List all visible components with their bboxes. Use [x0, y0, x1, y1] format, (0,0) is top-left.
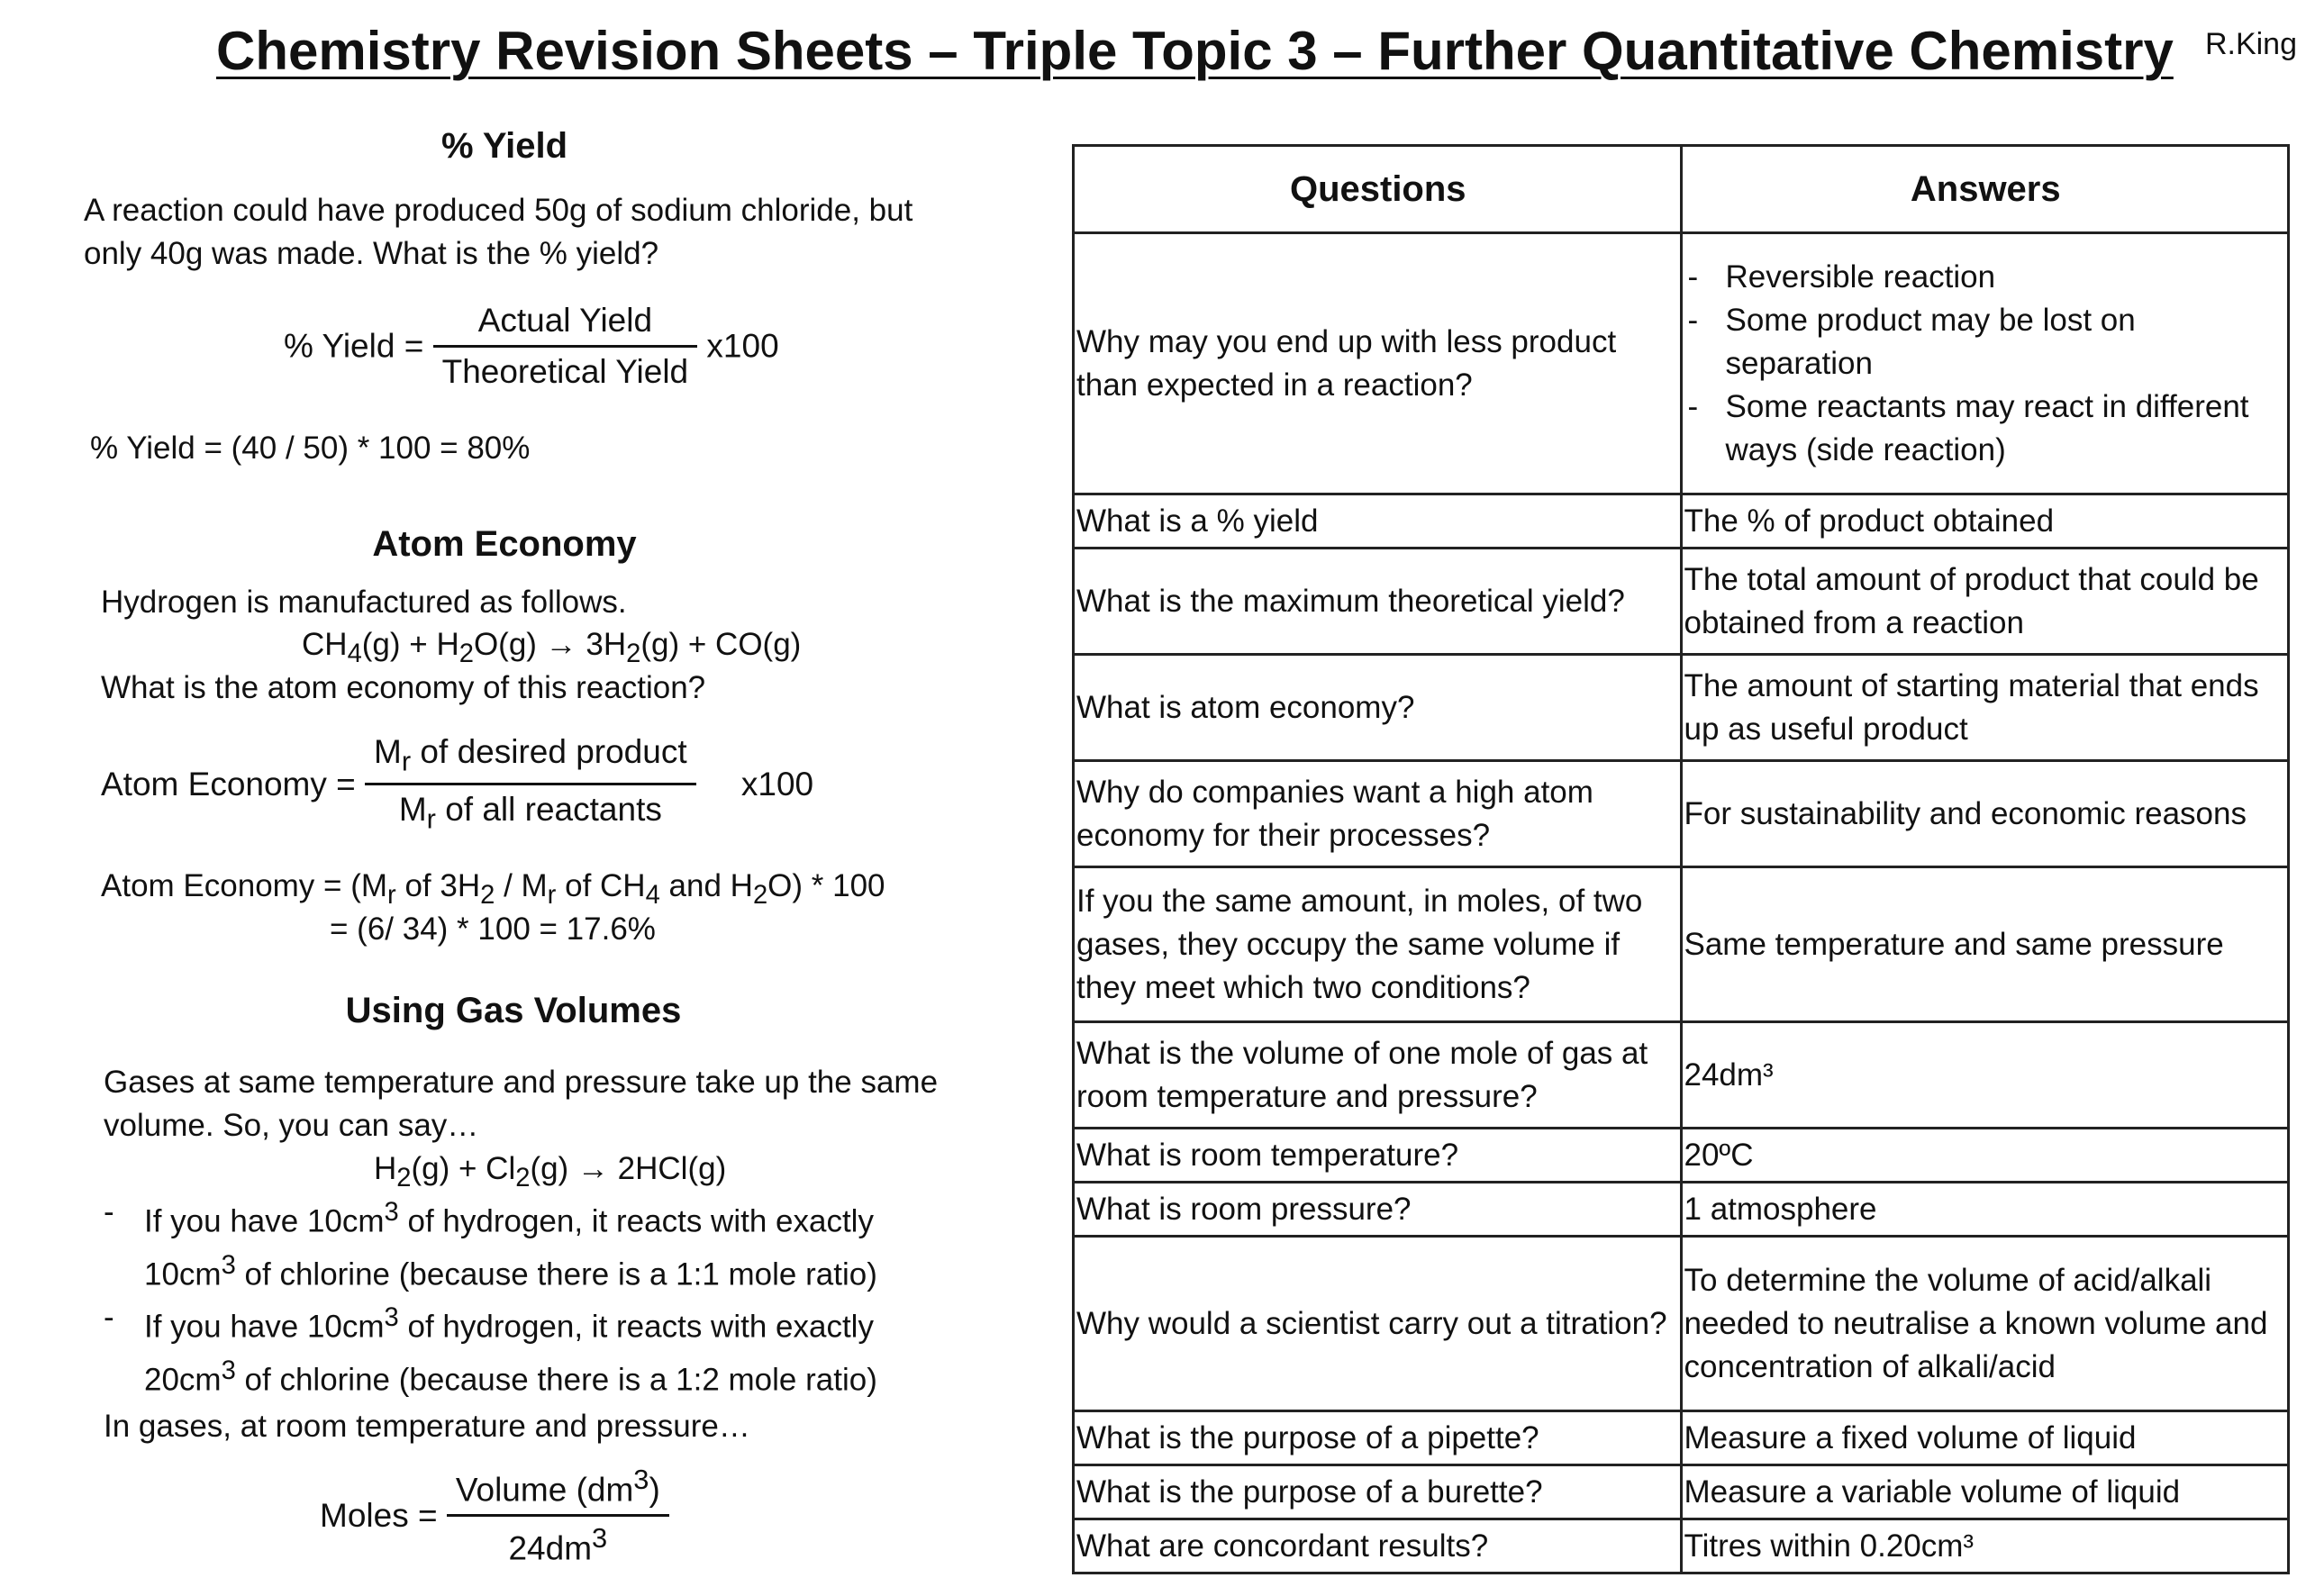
moles-numerator-text: Volume (dm	[455, 1471, 634, 1509]
gas-volumes-bullet-1-line-1: - If you have $10cm^3$ of hydrogen, it reacts with exactly	[144, 1198, 874, 1239]
answer-cell: The % of product obtained	[1681, 494, 2289, 549]
answer-list-item: - Some reactants may react in different ways (side reaction)	[1684, 385, 2288, 472]
gas-volumes-bullet	[104, 1296, 1058, 1401]
questions-answers-table	[1072, 144, 2290, 1574]
yield-question-line-1: A reaction could have produced 50g of sodium chloride, but	[84, 193, 913, 228]
gas-volumes-bullet	[104, 1191, 1058, 1296]
question-cell: What is the purpose of a burette?	[1074, 1465, 1682, 1519]
answer-cell	[1681, 233, 2289, 494]
atom-economy-numerator: $M_r$ of desired product	[365, 733, 696, 785]
moles-numerator: Volume $(dm^3)$	[447, 1464, 669, 1517]
atom-economy-fraction	[365, 733, 696, 836]
bullet-text: of chlorine (because there is a 1:2 mole ratio)	[235, 1362, 877, 1398]
bullet-text: of chlorine (because there is a 1:1 mole ratio)	[235, 1256, 877, 1292]
atom-economy-equation: $CH_4(g) + H_2O(g) \to 3H_2(g) + CO(g)$	[302, 627, 802, 668]
question-cell: Why may you end up with less product than expected in a reaction?	[1074, 233, 1682, 494]
gas-volumes-bullet-2-line-1: - If you have $10cm^3$ of hydrogen, it reacts with exactly	[144, 1303, 874, 1345]
answer-cell: To determine the volume of acid/alkali needed to neutralise a known volume and concentration of alkali/acid	[1681, 1237, 2289, 1411]
answer-cell: For sustainability and economic reasons	[1681, 761, 2289, 867]
moles-denominator-text: 24dm	[508, 1529, 593, 1567]
yield-denominator: Theoretical Yield	[441, 353, 689, 390]
table-row	[1074, 1519, 2289, 1573]
answer-cell: 1 atmosphere	[1681, 1183, 2289, 1237]
question-cell: What is a % yield	[1074, 494, 1682, 549]
yield-numerator: Actual Yield	[433, 302, 698, 348]
table-row	[1074, 1237, 2289, 1411]
atom-economy-denominator: $M_r$ of all reactants	[398, 791, 662, 835]
atom-economy-numerator-text: of desired product	[411, 733, 687, 770]
bullet-text: If you have 10cm	[144, 1309, 385, 1345]
gas-volumes-equation: $H_2(g) + Cl_2(g) \to 2HCl(g)$	[374, 1151, 727, 1192]
yield-heading: % Yield	[440, 126, 568, 166]
question-cell: Why do companies want a high atom economy for their processes?	[1074, 761, 1682, 867]
question-cell: What is the maximum theoretical yield?	[1074, 549, 1682, 655]
answer-cell: Measure a fixed volume of liquid	[1681, 1411, 2289, 1465]
column-header-answers: Answers	[1681, 146, 2289, 233]
answer-cell: 20ºC	[1681, 1129, 2289, 1183]
table-row	[1074, 655, 2289, 761]
atom-economy-denominator-text: of all reactants	[435, 791, 662, 829]
answer-cell: 24dm³	[1681, 1022, 2289, 1129]
yield-question	[84, 189, 1030, 276]
table-row	[1074, 761, 2289, 867]
bullet-text: 10cm	[144, 1256, 222, 1292]
column-header-questions: Questions	[1074, 146, 1682, 233]
answer-list-item: - Some product may be lost on separation	[1684, 299, 2288, 385]
question-cell: Why would a scientist carry out a titration?	[1074, 1237, 1682, 1411]
table-row	[1074, 233, 2289, 494]
bullet-text: 20cm	[144, 1362, 222, 1398]
table-row	[1074, 1022, 2289, 1129]
question-cell: What is the purpose of a pipette?	[1074, 1411, 1682, 1465]
answer-list-item: - Reversible reaction	[1684, 256, 2288, 299]
table-row	[1074, 1465, 2289, 1519]
yield-formula	[284, 302, 779, 391]
bullet-text: If you have 10cm	[144, 1203, 385, 1239]
yield-working: % Yield = (40 / 50) * 100 = 80%	[90, 431, 531, 466]
atom-economy-working-2: = (6/ 34) * 100 = 17.6%	[330, 911, 656, 947]
answer-list	[1684, 256, 2288, 472]
author-name: R.King	[2204, 27, 2297, 61]
bullet-text: of hydrogen, it reacts with exactly	[398, 1203, 874, 1239]
moles-fraction	[447, 1464, 669, 1568]
table-row	[1074, 549, 2289, 655]
atom-economy-intro: Hydrogen is manufactured as follows.	[101, 585, 627, 620]
yield-question-line-2: only 40g was made. What is the % yield?	[84, 236, 659, 271]
table-row	[1074, 1411, 2289, 1465]
answer-cell: Titres within 0.20cm³	[1681, 1519, 2289, 1573]
atom-economy-working-1: Atom Economy = ($M_r$ of $3H_2 / M_r$ of $CH_4$ and $H_2O) * 100$	[101, 868, 885, 910]
gas-volumes-bullet-1-line-2: $10cm^3$ of chlorine (because there is a 1:1 mole ratio)	[144, 1250, 877, 1292]
question-cell: What is atom economy?	[1074, 655, 1682, 761]
gas-volumes-bullets	[104, 1191, 1058, 1402]
question-cell: What is room pressure?	[1074, 1183, 1682, 1237]
answer-cell: The amount of starting material that ends up as useful product	[1681, 655, 2289, 761]
gas-volumes-rtp-line: In gases, at room temperature and pressure…	[104, 1409, 750, 1444]
gas-volumes-intro	[104, 1061, 1040, 1147]
atom-economy-multiplier: x100	[740, 765, 814, 803]
atom-economy-question: What is the atom economy of this reaction?	[101, 670, 706, 705]
bullet-text: of hydrogen, it reacts with exactly	[398, 1309, 874, 1345]
atom-economy-heading: Atom Economy	[372, 524, 637, 564]
question-cell: What is room temperature?	[1074, 1129, 1682, 1183]
yield-fraction	[433, 302, 698, 391]
moles-formula	[320, 1464, 669, 1568]
question-cell: If you the same amount, in moles, of two gases, they occupy the same volume if they meet which two conditions?	[1074, 867, 1682, 1022]
atom-economy-formula	[101, 733, 813, 836]
answer-cell: Measure a variable volume of liquid	[1681, 1465, 2289, 1519]
yield-formula-lhs: % Yield =	[284, 327, 424, 365]
moles-formula-lhs: Moles =	[320, 1496, 438, 1534]
table-row	[1074, 867, 2289, 1022]
question-cell: What is the volume of one mole of gas at room temperature and pressure?	[1074, 1022, 1682, 1129]
table-row	[1074, 1129, 2289, 1183]
yield-multiplier: x100	[706, 327, 779, 365]
moles-denominator: $24dm^3$	[508, 1522, 608, 1567]
gas-volumes-heading: Using Gas Volumes	[345, 991, 682, 1030]
answer-cell: The total amount of product that could be obtained from a reaction	[1681, 549, 2289, 655]
gas-volumes-bullet-2-line-2: $20cm^3$ of chlorine (because there is a 1:2 mole ratio)	[144, 1356, 877, 1398]
gas-volumes-intro-line-2: volume. So, you can say…	[104, 1108, 479, 1143]
atom-economy-formula-lhs: Atom Economy =	[101, 765, 356, 803]
table-row	[1074, 494, 2289, 549]
table-row	[1074, 1183, 2289, 1237]
page-title: Chemistry Revision Sheets – Triple Topic 3 – Further Quantitative Chemistry	[216, 21, 2174, 81]
table-header-row	[1074, 146, 2289, 233]
answer-cell: Same temperature and same pressure	[1681, 867, 2289, 1022]
gas-volumes-intro-line-1: Gases at same temperature and pressure take up the same	[104, 1065, 939, 1100]
question-cell: What are concordant results?	[1074, 1519, 1682, 1573]
